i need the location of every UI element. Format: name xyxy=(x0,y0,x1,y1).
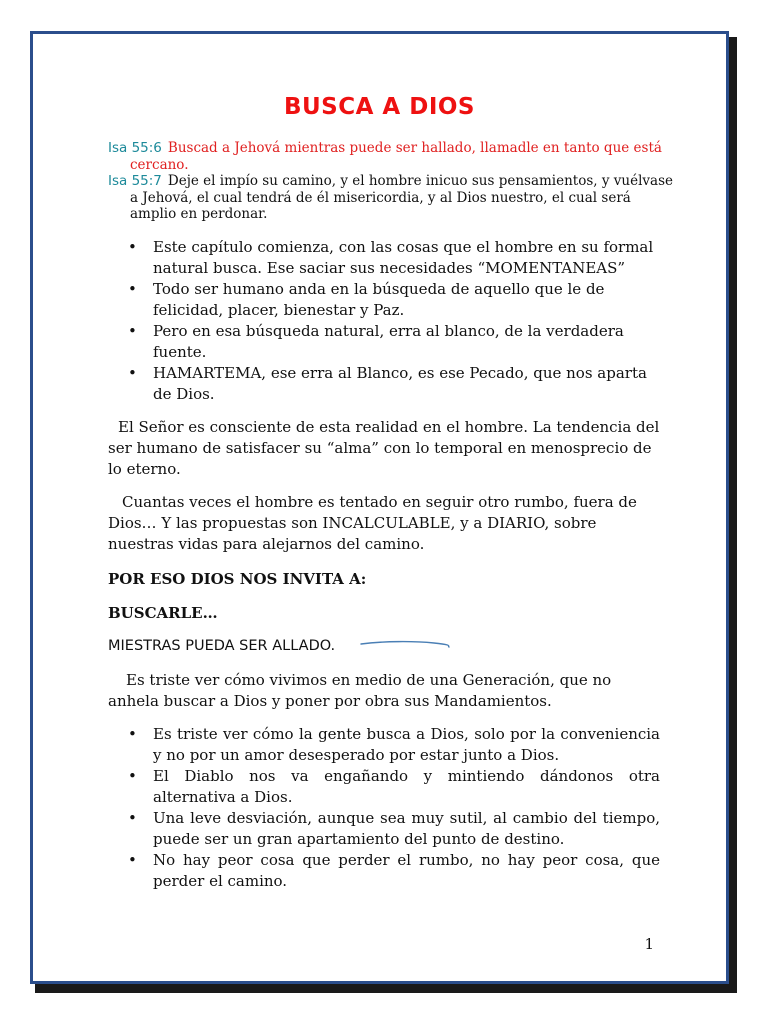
list-item xyxy=(108,321,660,363)
verse-text: Deje el impío su camino, y el hombre inicuo sus pensamientos, y vuélvase a Jehová, el cual tendrá de él misericordia, y al Dios nuestro, el cual será amplio en perdonar. xyxy=(130,173,673,222)
bullet-icon: • xyxy=(128,767,137,785)
heading-buscarle: BUSCARLE… xyxy=(108,604,218,622)
bullet-icon: • xyxy=(128,809,137,827)
list-item xyxy=(108,237,660,279)
bullet-icon: • xyxy=(128,851,137,869)
document-page xyxy=(30,31,729,984)
bullet-icon: • xyxy=(128,322,137,340)
page-title: BUSCA A DIOS xyxy=(283,94,476,120)
underline-stroke xyxy=(359,638,451,650)
list-item-text: HAMARTEMA, ese erra al Blanco, es ese Pecado, que nos aparta de Dios. xyxy=(153,364,647,403)
verse-ref: Isa 55:7 xyxy=(108,173,162,189)
list-item-text: Este capítulo comienza, con las cosas que el hombre en su formal natural busca. Ese saciar sus necesidades “MOMENTANEAS” xyxy=(153,238,654,277)
list-item xyxy=(108,850,660,892)
list-item-text: Pero en esa búsqueda natural, erra al blanco, de la verdadera fuente. xyxy=(153,322,624,361)
bullet-icon: • xyxy=(128,725,137,743)
verse-text: Buscad a Jehová mientras puede ser hallado, llamadle en tanto que está cercano. xyxy=(130,140,662,173)
paragraph-2: Cuantas veces el hombre es tentado en seguir otro rumbo, fuera de Dios… Y las propuestas son INCALCULABLE, y a DIARIO, sobre nuestras vidas para alejarnos del camino. xyxy=(108,493,637,553)
bullet-list-1 xyxy=(108,237,660,405)
heading-invita: POR ESO DIOS NOS INVITA A: xyxy=(108,570,367,588)
list-item-text: Todo ser humano anda en la búsqueda de aquello que le de felicidad, placer, bienestar y Paz. xyxy=(153,280,605,319)
list-item-text: Es triste ver cómo la gente busca a Dios, solo por la conveniencia y no por un amor desesperado por estar junto a Dios. xyxy=(153,725,660,764)
list-item xyxy=(108,724,660,766)
list-item-text: Una leve desviación, aunque sea muy sutil, al cambio del tiempo, puede ser un gran apartamiento del punto de destino. xyxy=(153,809,660,848)
verse-ref: Isa 55:6 xyxy=(108,140,162,156)
list-item-text: El Diablo nos va engañando y mintiendo dándonos otra alternativa a Dios. xyxy=(153,767,660,806)
bullet-icon: • xyxy=(128,238,137,256)
list-item xyxy=(108,363,660,405)
subheading-allado: MIESTRAS PUEDA SER ALLADO. xyxy=(108,638,336,654)
paragraph-3: Es triste ver cómo vivimos en medio de una Generación, que no anhela buscar a Dios y poner por obra sus Mandamientos. xyxy=(108,671,612,710)
list-item xyxy=(108,279,660,321)
bullet-icon: • xyxy=(128,364,137,382)
verse-isa-55-7 xyxy=(108,173,675,223)
list-item-text: No hay peor cosa que perder el rumbo, no hay peor cosa, que perder el camino. xyxy=(153,851,660,890)
bullet-list-2 xyxy=(108,724,660,892)
list-item xyxy=(108,766,660,808)
paragraph-1: El Señor es consciente de esta realidad en el hombre. La tendencia del ser humano de satisfacer su “alma” con lo temporal en menosprecio de lo eterno. xyxy=(108,418,660,478)
verse-isa-55-6 xyxy=(108,140,675,173)
list-item xyxy=(108,808,660,850)
page-number: 1 xyxy=(644,935,654,953)
bullet-icon: • xyxy=(128,280,137,298)
